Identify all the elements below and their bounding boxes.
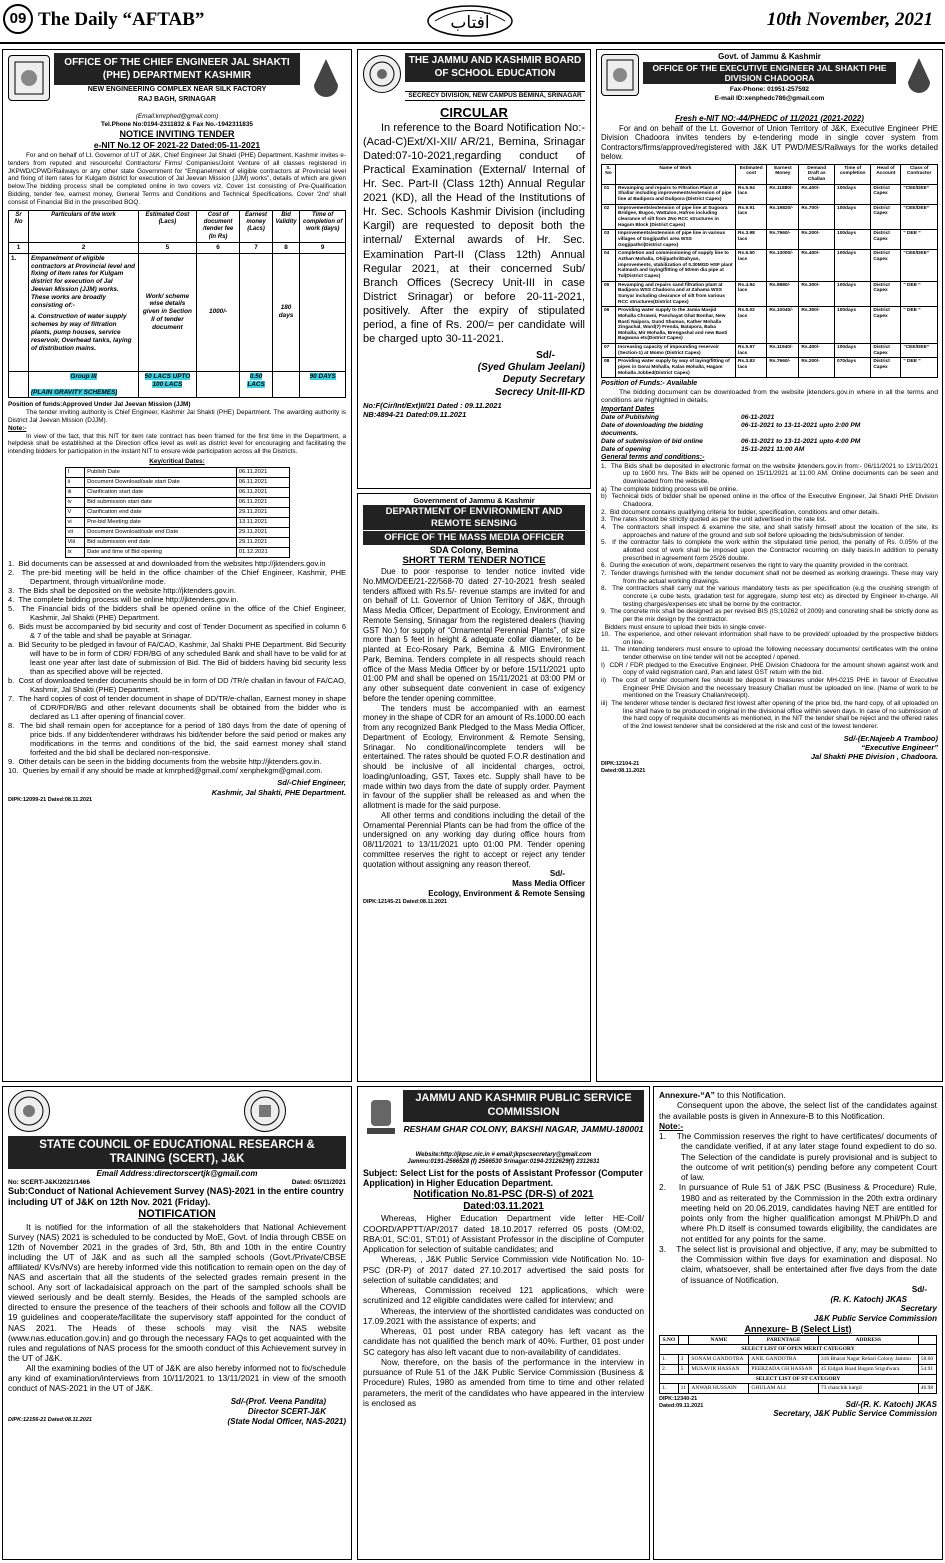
phe-dipk: DIPK:12099-21 Dated:08.11.2021 [8,796,93,803]
phe-condition-item: 9. Other details can be seen in the bidding documents from the website http://jktenders.gov.in. [8,757,322,767]
chadoora-nit: Fresh e-NIT NO:-44/PHEDC of 11/2021 (2021-2022) [675,114,864,123]
annexure-commission: J&K Public Service Commission [813,1314,937,1323]
phe-funds: Position of funds:Approved Under Jal Jeevan Mission (JJM) [8,401,191,409]
key-date-row: ix Date and time of Bid opening 01.12.2021 [65,548,289,558]
env-gov: Government of Jammu & Kashmir [413,496,535,505]
jkpsc-para: Whereas, , J&K Public Service Commission vide Notification No. 10-PSC (DR-P) of 2017 dated 27.10.2017 advertised the said posts for selection of suitable candidates; and [363,1254,644,1285]
masthead-logo [395,4,545,38]
annexure-note-item: 1. The Commission reserves the right to have certificates/ documents of the candidate verified, if at any later stage found expedient to do so. The Selection of the candidate is purely provisional and is subject to the outcome of writ petition(s) pending before any competent Court of law. [659,1131,937,1182]
chadoora-work-row: 06 Providing water supply to the Jamia Masjid Mohalla Chrawni, Panchayat Ghat Bonhar, New Basti Naipora, Gund Shamus, Kather Mohalla Zingachal, Ward(7) Frenda, Batapora, Baba Mohalla, Mir Mohalla, Brengashal and new Basti Bagwana etc(District Capex) Rs.5.02 lacs Rs.10040/- Rs.300/- 100days District Capex “ DEE ” [602,307,938,344]
chadoora-date-row: Date of submission of bid online 06-11-2021 to 13-11-2021 upto 4:00 PM [601,438,861,446]
select-list-th [678,1335,689,1345]
env-office: OFFICE OF THE MASS MEDIA OFFICER [363,531,585,545]
chadoora-term: a) The complete bidding process will be online. [601,485,738,493]
annexure-note-item: 3. The select list is provisional and objective, if any, may be submitted to the Commission within five days for examination and disposal. No claim, whatsoever, shall be entertained after five days from the date of issuance of Notification. [659,1243,938,1285]
jkbose-designation: Deputy Secretary [502,374,585,386]
phe-key-dates-title: Key/critical Dates: [149,458,205,466]
jal-shakti-logo-icon [306,55,346,101]
chadoora-term: Bidders must ensure to upload their bids in single cover- [604,623,767,631]
phe-th-sr: Sr No [9,210,29,242]
chadoora-general-terms: General terms and conditions:- [601,454,705,462]
env-department: DEPARTMENT OF ENVIRONMENT AND REMOTE SENSING [363,505,585,530]
chadoora-intro: For and on behalf of the Lt. Governor of Union Territory of J&K, Executive Engineer PHE Division Chadoora invites tenders by e-tendering mode in single cover system from Contractors/firms/approved/registered with J&K UT PWD/MES/Railways for the works detailed below. [601,123,938,162]
scert-nodal: (State Nodal Officer, NAS-2021) [227,1416,346,1426]
phe-key-dates-table [65,467,290,559]
phe-signature-office: Kashmir, Jal Shakti, PHE Department. [211,787,346,797]
phe-col-num: 2 [29,242,139,253]
phe-group-days: 90 DAYS [309,372,336,380]
phe-col-num: 6 [196,242,240,253]
scert-dipk: DIPK:12156-21 Dated:08.11.2021 [8,1416,92,1423]
phe-email: (Email:kmrphed@gmail.com) [135,113,219,120]
scert-emblem-icon [8,1090,50,1132]
annexure-dipk: DIPK:12340-21 [659,1395,698,1402]
key-date-row: ii Document Download/sale start Date 06.11.2021 [65,477,289,487]
env-para-3: All other terms and conditions including the detail of the Ornamental Perennial Plants can be had from the office of the undersigned on any working day during office hours from 08/11/2021 to 13/11/2021 upto 01:00 PM. Tender opening committee reserves the right to accept or reject any tender quotation without assigning any reason thereof. [363,810,585,869]
scert-para-2: All the examining bodies of the UT of J&K are also hereby informed not to fix/schedule any kind of examination/interviews from 10/11/2021 to 13/11/2021 in view of the smooth conduct of NAS-2021 in the UT of J&K. [8,1362,346,1394]
phe-condition-item: 10. Queries by email if any should be made at kmrphed@gmail.com/ xenphekgm@gmail.com. [8,766,323,776]
jkbose-sd: Sd/- [536,350,555,362]
chadoora-work-row: 02 Improvements/extension of pipe line at Sugoora Bridgee, Bugoo, Wattaloo, Hafroo including clearance of silt from 2No RCC structures in Hagam Block (District Capex) Rs.9.91 lacs Rs.19820/- Rs.700/- 100days District Capex “CEE/DEE” [602,204,938,230]
key-date-row: iii Clarification start date 06.11.2021 [65,487,289,497]
chadoora-term: 5. If the contractor fails to complete the work within the stipulated time period, the penalty of Rs. 0.05% of the allotted cost of work shall be imposed upon the Contractor recurring on daily basis.In addition to penalty prescribed in agreement form 25/26 double. [601,539,938,562]
scert-notification [2,1086,352,1560]
chadoora-bidding-doc: The bidding document can be downloaded from the website jktenders.gov.in where in all the terms and conditions are highlighted in details. [601,388,938,405]
key-date-row: I Publish Date 06.11.2021 [65,467,289,477]
chadoora-work-row: 08 Providing water supply by way of laying/fitting of pipes in Gorai Mohalla, Kalas Mohalla, Hagam Mohalla Jobbed(District Capex) Rs.3.83 lacs Rs.7660/- Rs.200/- 070days District Capex “ DEE ” [602,358,938,378]
jkpsc-para: Whereas, 01 post under RBA category has left vacant as the candidate has not qualified the bench mark of 40%. Further, 01 post under SC category has also left vacant due to non-availability of candidates. [363,1326,644,1357]
chadoora-th: Estimated cost [736,164,767,184]
phe-conditions-list [8,559,346,775]
phe-note-label: Note:- [8,424,27,432]
chadoora-th: S. No [602,164,616,184]
chadoora-th: Head of Account [871,164,901,184]
annexure-sd: Sd/- [911,1284,927,1294]
chadoora-dipk: DIPK:12104-21 [601,761,640,768]
key-date-row: iv Bid submission start date 06.11.2021 [65,498,289,508]
phe-group-cost: 50 LACS UPTO 100 LACS [144,372,191,388]
phe-condition-item: 2. The pre-bid meeting will be held in the office chamber of the Chief Engineer, Kashmir, PHE Department, through virtual/online mode. [8,568,346,587]
chadoora-term: 1. The Bids shall be deposited in electronic format on the website jktenders.gov.in from:- 06/11/2021 to 13/11/2021 up to 1600 hrs. The Bids will be opened on 15/11/2021 at 11:00 AM. Online documents can be seen and downloaded from the website. [601,462,938,486]
chadoora-division: Jal Shakti PHE Division , Chadoora. [810,751,938,761]
select-list-table [659,1335,937,1394]
phe-nit-number: e-NIT No.12 OF 2021-22 Dated:05-11-2021 [93,139,261,150]
chadoora-gov: Govt. of Jammu & Kashmir [718,52,821,61]
scert-email: Email Address:directorscertjk@gmail.com [96,1168,258,1178]
phe-note-paragraph: In view of the fact, that this NIT for item rate contract has been framed for the first time in the Department, a helpdesk shall be established at the Direction office level as well as district level for encouraging and facilitating the intending bidders for participation in the instant NIT to ensure wide participation across all the Districts. [8,432,346,456]
chadoora-th: Time of completion [835,164,871,184]
scert-subject: Sub:Conduct of National Achievement Survey (NAS)-2021 in the entire country including UT of J&K on 12th Nov. 2021 (Friday). [8,1186,344,1208]
chadoora-term: b) Technical bids of bidder shall be opened online in the office of the Executive Engineer, Jal Shakti PHE Division Chadoora. [601,493,938,508]
scert-designation: Director SCERT-J&K [247,1406,326,1416]
jkbose-circular-text: In reference to the Board Notification No:-(Acad-C)Ext/XI-XII/ AR/21, Bemina, Srinagar Dated:07-10-2021,regarding conduct of Practical Examination (External/ Internal of Hr. Sec. Part-II (Class 12th) Annual Regular 2021 (KD), all the Head of the Institutions of Hr. Sec. Schools Kashmir Division (including Kargil) are requested to deposit both the internal/ External awards of Hr. Sec. Examination Part-II (Class 12th) Annual Regular 2021, at their concerned Sub/ Branch Offices (Secrecy Unit-III in case District Srinagar) or before 20-11-2021, positively. After the expiry of stipulated period, a fine of Rs. 200/= per candidate will be charged upto 30-11-2021. [363,121,585,346]
jkpsc-subject: Subject: Select List for the posts of Assistant Professor (Computer Application) in Higher Education Department. [363,1167,643,1189]
annexure-b-title: Annexure- B (Select List) [744,1323,852,1334]
phe-th-work: Particulars of the work [29,210,139,242]
jkpsc-para: Now, therefore, on the basis of the performance in the interview in pursuance of Rule 51 of the J&K Public Service Commission (Business & Procedure) Rules, 1980 as amended from time to time and other related parameters, the merit of the candidates who have appeared in the interview is enclosed as [363,1356,644,1408]
phe-th-time: Time of completion of work (days) [300,210,346,242]
select-list-th: NAME [689,1335,749,1345]
jkpsc-website: Website:http://jkpsc.nic.in # email:jkpscsecretary@gmail.com [415,1152,592,1158]
chadoora-date-row: Date of opening 15-11-2021 11:00 AM [601,446,805,454]
annexure-note-label: Note:- [659,1120,684,1131]
jkbose-nb: NB:4894-21 Dated:09.11.2021 [363,410,467,419]
phe-condition-item: 3. The Bids shall be deposited on the website http://jktenders.gov.in. [8,586,236,596]
jkbose-circular [357,49,591,489]
phe-address-1: NEW ENGINEERING COMPLEX NEAR SILK FACTORY [87,86,267,93]
phe-condition-item: 5. The Financial bids of the bidders shall be opened online in the office of the Chief Engineer, Kashmir, Jal Shakti (PHE) Department. [8,604,347,623]
masthead-text: آفتاب [450,13,490,33]
chadoora-date-row: Date of Publishing 06-11-2021 [601,414,775,422]
select-list-th: S.NO [660,1335,679,1345]
phe-work-table: Sr No Particulars of the work Estimated Cost (Lacs) Cost of document /tender fee (In Rs) Earnest money (Lacs) Bid Validity Time of completion of work (days) 1 2 5 6 7 8 9 1. Empanelment of eligible contractors at Provincial level and fixing of item rates for Kulgam district for execution of Jal Jeevan Mission (JJM) works. These works are broadly consisting of:- a. Construction of water supply schemes by way of filtration plants, pump houses, service reservoir, Overhead tanks, laying of distribution mains. Work/ scheme wise details given in Section II of tender document 1000/- 180 days Group III (PLAIN GRAVITY SCHEMES) 50 LACS UPTO 100 LACS 0.50 LACS 90 DAYS [8,210,346,399]
jkbose-circular-heading: CIRCULAR [440,105,508,120]
phe-condition-item: 4. The complete bidding process will be online http://jktenders.gov.in. [8,595,239,605]
phe-intro-paragraph: For and on behalf of Lt. Governor of UT of J&K, Chief Engineer Jal Shakti (PHE) Department, Kashmir invites e-tenders from reputed and resourceful Contractors/ Firms/ Companies/Joint Venture of all classes registered in JKPWD/CPWD/Railways or any other state Government for “Empanelment of eligible contractors at Provincial level and fixing of item rates for Kulgam district for execution of Jal Jeevan Mission (JJM) works”, details of which are given below.The bidding process shall be completed online in two covers viz. Cover 1st consisting of Pre-Qualification Bidding, tender fee, earnest money, General Terms and Conditions and Technical Specifications. Cover ‘2nd’ shall consist of Financial Bid in the prescribed BOQ. [8,151,346,206]
phe-condition-item: 1. Bid documents can be assessed at and downloaded from the websites http://jktenders.gov.in [8,559,326,569]
phe-condition-item: a. Bid Security to be pledged in favour of FA/CAO, Kashmir, Jal Shakti PHE Department. Bid Security will have to be in form of CDR/ FDR/BG of any scheduled Bank and shall have to be valid for at least one year after last date of submission of Bid. The Bid of bidders having bid security less than as specified above will be rejected. [8,640,346,677]
jal-shakti-logo-icon [900,54,938,96]
chadoora-date-row: Date of downloading the bidding documents. 06-11-2021 to 13-11-2021 upto 2:00 PM [601,422,861,438]
phe-authority: The tender inviting authority is Chief Engineer, Kashmir Jal Shakti (PHE) Department. The awarding authority is District Jal Jeevan Mission (DJJM). [8,409,346,424]
chadoora-th: Class of Contractor [901,164,938,184]
newspaper-name: The Daily “AFTAB” [38,9,205,30]
annexure-a-text: to this Notification. [714,1090,786,1100]
jkpsc-phone: Jammu:0191-2566528 (f) 2566530 Srinagar:0194-2312629(f) 2312631 [407,1159,600,1166]
jkpsc-notification [357,1086,650,1560]
chadoora-dates [601,414,938,454]
annexure-final-designation: Secretary, J&K Public Service Commission [773,1409,937,1419]
ashoka-emblem-icon [363,1092,399,1142]
scert-signatory: Sd/-(Prof. Veena Pandita) [230,1397,326,1407]
env-signatory: Mass Media Officer [512,879,585,889]
select-list-category: SELECT LIST OF ST CATEGORY [660,1374,937,1384]
phe-title: OFFICE OF THE CHIEF ENGINEER JAL SHAKTI (PHE) DEPARTMENT KASHMIR [54,53,300,85]
jkpsc-notification-no: Notification No.81-PSC (DR-S) of 2021 [413,1189,594,1201]
phe-condition-item: 6. Bids must be accompanied by bid security and cost of Tender Document as specified in column 6 & 7 of the table and shall be payable at Srinagar. [8,622,346,641]
select-list-row: 1. 11 ANWAR HUSSAIN GHULAM ALI 73 chanchik kargil 46.98 [660,1384,937,1394]
chadoora-fax: Fax-Phone: 01951-257592 [729,86,810,93]
jkbose-signatory: (Syed Ghulam Jeelani) [477,362,585,374]
env-para-1: Due to poor response to tender notice invited vide No.MMO/DEE/21-22/568-70 dated 27-10-2021 fresh sealed tenders affixed with Rs.5/- revenue stamps are invited for and on behalf of Lt. Governor of Union Territory of J&K, through Mass Media Officer, Department of Ecology, Environment and Remote Sensing, Srinagar from the registered dealers (having GST No.) for supply of “Ornamental Perennial Plants”, of size more than 5 feet in height & adequate collar diameter, to be planted at Eco-Rosary Park, Bemina & MIG Environment Park, Bemina. Tenders complete in all respects should reach office of the Mass Media Officer by or before 15/11/2021 upto 01:00 PM and shall be opened on 15/11/2021 at 03:00 PM or any other subsequent date convenient in case of exigency before the tender opening committee. [363,567,585,703]
env-sd: Sd/- [549,869,565,879]
publication-date: 10th November, 2021 [766,9,933,30]
annexure-a-ref: Annexure-“A” [659,1090,715,1100]
page-number: 09 [3,4,33,34]
phe-group-scheme: (PLAIN GRAVITY SCHEMES) [31,388,118,396]
chadoora-term: ii) The cost of tender document fee should be deposit in treasures under MH-0215 PHE in favour of Executive Engineer PHE Division and the necessary treasury Challan must be uploaded on line. (Name of work to be mentioned on the Treasury Challan/receipt). [601,677,938,700]
env-para-2: The tenders must be accompanied with an earnest money in the shape of CDR for an amount of Rs.1000.00 each from any recognized Bank Pledged to the Mass Media Officer, Department of Ecology, Environment & Remote Sensing, Srinagar. No conditional/incomplete tenders will be entertained. The rates should be quoted F.O.R destination and should be inclusive of all incidental charges, octroi, loading/unloading, GST, Taxes etc. Supply shall have to be made within two days from the date of supply order. Payment in favour of the supplier shall be released as and when the allotment is made for the said purpose. [363,703,585,811]
key-date-row: Viii Bid submission end date 29.11.2021 [65,538,289,548]
annexure-final-signatory: Sd/-(R. K. Katoch) JKAS [845,1399,937,1409]
chadoora-term: 2. Bid document contains qualifying criteria for bidder, specification, conditions and other details. [601,508,880,516]
select-list-th [918,1335,936,1345]
chadoora-term: 4. The contractors shall inspect & examine the site, and shall satisfy himself about the location of the site, its approaches and nature of the ground and sub soil before uploading the bids/submission of tender. [601,523,938,539]
scert-notification-heading: NOTIFICATION [138,1208,216,1221]
phe-work-sub: a. Construction of water supply schemes by way of filtration plants, pump houses, service reservoir, Overhead tanks, laying of distribution mains. [31,313,132,352]
env-department-sign: Ecology, Environment & Remote Sensing [428,888,585,898]
select-list-category: SELECT LIST OF OPEN MERIT CATEGORY [660,1345,937,1355]
phe-signature: Sd/-Chief Engineer, [277,778,346,788]
chadoora-term: 10. The experience, and other relevant information shall have to be provided/ uploaded by the prospective bidders on line. [601,631,938,646]
chadoora-term: 7. Tender drawings furnished with the tender document shall not be deemed as working drawings. These may vary from the actual working drawings. [601,569,938,585]
jkpsc-title: JAMMU AND KASHMIR PUBLIC SERVICE COMMISSION [403,1090,644,1122]
scert-logo-icon [244,1090,286,1132]
phe-col-num: 1 [9,242,29,253]
phe-fee: 1000/- [196,253,240,371]
phe-notice-heading: NOTICE INVITING TENDER [119,128,235,139]
chadoora-term: 9. The concrete mix shall be designed as per revised BIS (IS;10262 of 2009) and concreting shall be strictly done as per the mix design by the contractor. [601,608,938,623]
annexure-note-item: 2. In pursuance of Rule 51 of J&K PSC (Business & Procedure) Rule, 1980 and as reiterated by the Commission in the 20th extra ordinary meeting held on 20.06.2019, candidates having NET are entitled for points only from the higher qualification amongst M.Phil/Ph.D and where Ph.D itself is consumed towards eligibility, the candidates are not entitled for any points for the same. [659,1182,937,1244]
jkbose-address: SECRECY DIVISION, NEW CAMPUS BEMINA, SRINAGAR [405,91,585,101]
jkbose-title: THE JAMMU AND KASHMIR BOARD OF SCHOOL EDUCATION [405,53,585,82]
chadoora-dipk-date: Dated:08.11.2021 [601,767,646,774]
chadoora-term: 6. During the execution of work, department reserves the right to vary the quantity provided in the contract. [601,562,909,570]
chadoora-th: Demand Draft as Challan [799,164,835,184]
scert-title: STATE COUNCIL OF EDUCATIONAL RESEARCH & TRAINING (SCERT), J&K [8,1136,346,1169]
chadoora-works-table [601,164,938,379]
phe-th-cost: Estimated Cost (Lacs) [139,210,197,242]
annexure-select-list-para: Consequent upon the above, the select list of the candidates against the available posts is given in Annexure-B to this Notification. [659,1100,937,1121]
chadoora-work-row: 03 Improvements/extension of pipe line in various villages of Gogjipathri area WSS Gogjipathri(District capex) Rs.3.98 lacs Rs.7960/- Rs.200/- 100days District Capex “ DEE ” [602,230,938,250]
jk-emblem-icon [601,54,639,96]
phe-condition-item: 7. The hard copies of cost of tender document in shape of DD/TR/e-challan, Earnest money in shape of CDR/FDR/BG and other relevant documents shall be obtained from the bidder who is declared as L1 after opening of financial cover. [8,694,347,722]
chadoora-term: 11. The intending tenderers must ensure to upload the following necessary documents/ certificates with the online tender otherwise on line tender will not be accepted / opened. [601,646,938,662]
chadoora-work-row: 07 Increasing capacity of impounding reservoir (Section-1) at Momo (District Capex) Rs.5.97 lacs Rs.11940/- Rs.400/- 100days District Capex “CEE/DEE” [602,344,938,358]
scert-ref-date: Dated: 05/11/2021 [291,1178,346,1186]
phe-address-2: RAJ BAGH, SRINAGAR [138,96,216,103]
phe-col-num: 9 [300,242,346,253]
scert-ref-no: No: SCERT-J&K/2021/1466 [8,1178,91,1186]
chadoora-work-row: 01 Revamping and repairs to Filtration Plant at Shallar including improvements/extension of pipe line at Badipora and Dulipora (District Capex) Rs.5.94 lacs Rs.11880/- Rs.400/- 100days District Capex “CEE/DEE” [602,184,938,204]
annexure-signatory: (R. K. Katoch) JKAS [830,1294,907,1304]
select-list-row: 1. 3 SONAM GANDOTRA ANIL GANDOTRA 316 Bharat Nagar Rehari Colony Jammu 58.60 [660,1355,937,1365]
jkpsc-para: Whereas, Higher Education Department vide letter HE-Coll/ COORD/APPTT/AP/2017 dated 18.10.2017 referred 05 posts (OM:02, RBA:01, SC:01, ST:01) of Assistant Professor in the discipline of Computer Application for selection of suitable candidates; and [363,1213,644,1255]
phe-th-earnest: Earnest money (Lacs) [240,210,272,242]
chadoora-th: Name of Work [616,164,736,184]
chadoora-term: 3. The rates should be strictly quoted as per the unit advertised in the rate list. [601,516,827,524]
annexure-notes [659,1131,937,1285]
jkpsc-para: Whereas, Commission received 121 applications, which were scrutinized and 12 eligible candidates were called for interview; and [363,1285,644,1306]
environment-tender-notice [357,493,591,1082]
phe-th-validity: Bid Validity [272,210,300,242]
jkbose-ref-no: No:F(Cir/Int/Ext)II/21 Dated : 09.11.2021 [363,400,502,410]
chadoora-important-dates: Important Dates [601,405,655,413]
chadoora-term: 8. The contractors shall carry out the various mandatory tests as per specification (e,g the crushing strength of concrete i,e cube tests, gradation test for aggregate, slump test etc) as directed by Engineer In-charge. All testing charges/expenses etc shall be borne by the contractor. [601,585,938,608]
phe-col-num: 5 [139,242,197,253]
jkpsc-address: RESHAM GHAR COLONY, BAKSHI NAGAR, JAMMU-180001 [403,1124,644,1134]
annexure-dipk-date: Dated:09.11.2021 [659,1402,704,1409]
jkpsc-para: Whereas, the interview of the shortlisted candidates was conducted on 17.09.2021 with the assistance of experts; and [363,1305,644,1326]
masthead-emblem-icon [395,4,545,38]
phe-th-fee: Cost of document /tender fee (In Rs) [196,210,240,242]
phe-work-desc: Empanelment of eligible contractors at Provincial level and fixing of item rates for Kulgam district for execution of Jal Jeevan Mission (JJM) works. These works are broadly consisting of:- [31,254,136,309]
chadoora-designation: “Executive Engineer” [861,742,938,752]
phe-kashmir-tender-notice [2,49,352,1082]
chadoora-email: E-mail ID:xenphedc786@gmail.com [714,95,825,102]
phe-validity: 180 days [272,253,300,371]
phe-phone: Tel.Phone No:0194-2311832 & Fax No.-1942311835 [101,120,253,128]
env-notice-title: SHORT TERM TENDER NOTICE [402,555,546,567]
select-list-th: PARENTAGE [749,1335,818,1345]
phe-group: Group III [70,372,97,380]
jkpsc-annexure [653,1086,943,1560]
phe-col-num: 7 [240,242,272,253]
chadoora-work-row: 05 Revamping and repairs sand filtration plant at Badipora WSS Chadoora and at Zahama WSS Sunyar including clearance of silt from various RCC structures(District Capex) Rs.4.94 lacs Rs.9880/- Rs.300/- 100days District Capex “ DEE ” [602,281,938,307]
chadoora-term: iii) The tenderer whose tender is declared first lowest after opening of the price bid, the hard copy, of all uploaded on line shall have to be produced in original in the divisional office within seven days. In case of no submission of the hard copy of requisite documents as mentioned, in the NIT the tender shall be reject and the offered rates of the 2nd lowest tenderer shall be considered at the risk and cost of the lowest tenderer. [601,700,938,731]
jkbose-unit: Secrecy Unit-III-KD [494,386,585,398]
phe-condition-item: 8. The bid shall remain open for acceptance for a period of 180 days from the date of opening of price bids. If any bidder/tenderer withdraws his bid/tender before the said period or makes any modifications in the terms and conditions of the bid, the said earnest money shall stand forfeited and the bid shall be declared non-responsive. [8,721,346,758]
chadoora-signatory: Sd/-(Er.Najeeb A Tramboo) [843,733,938,743]
jk-emblem-icon [8,55,50,101]
jkpsc-notification-date: Dated:03.11.2021 [463,1201,544,1213]
env-address: SDA Colony, Bemina [429,544,519,555]
phe-cost-details: Work/ scheme wise details given in Section II of tender document [139,253,197,371]
phe-group-earnest: 0.50 LACS [247,372,265,388]
jkbose-logo-icon [363,55,401,93]
key-date-row: V Clarification end date 29.11.2021 [65,508,289,518]
scert-para-1: It is notified for the information of all the stakeholders that National Achievement Survey (NAS) 2021 is scheduled to be conducted by MoE, Govt. of India through CBSE on 12th of November 2021 in the grades of 3rd, 5th, 8th and 10th in the entire Country including the UT of J&K and as such all the sampled schools (Govt./Private/CBSE affiliated/ KVs/NVs) are hereby informed vide this notification to remain open on the day of NAS and ascertain that all the students of the selected grades remain present in the school. Any sort of lackadaisical approach on the part of the sampled schools shall be viewed seriously and be dealt sternly. Besides, the Heads of the sampled schools are directed to ensure the presence of the teachers of their schools and follow all the COVID 19 guidelines and cooperate/facilitate the supervisory staff appointed for the conduct of NAS 2021. The Heads of these schools may visit the NAS website (www.nas.education.gov.in) and go through the necessary FAQs to get acquainted with the rules and regulations of NAS process for the smooth conduct of this Achievement survey in the UT of J&K. [8,1221,346,1363]
chadoora-term: I) CDR / FDR pledged to the Executive Engineer, PHE Division Chadoora for the amount shown against work and copy of valid registration card, Pan and latest GST return with the bid. [601,661,938,677]
env-dipk: DIPK:12145-21 Dated:08.11.2021 [363,898,448,905]
chadoora-work-row: 04 Completion and commissioning of supply line to Azthan Mohalla, Ohijipathri/Dahyan, improvements, stabilization of 0.30MGD HSF plant Kalmash and laying/fitting of 50mm dia pipe at Tul(District Capex) Rs.6.50 lacs Rs.13000/- Rs.400/- 100days District Capex “CEE/DEE” [602,250,938,281]
chadoora-terms-list [601,463,938,731]
key-date-row: vi Pre-bid Meeting date 13.11.2021 [65,518,289,528]
key-date-row: vii Document Download/sale end Date 29.11.2021 [65,528,289,538]
phe-col-num: 8 [272,242,300,253]
chadoora-funds: Position of Funds:- Available [601,380,698,388]
select-list-th: ADDRESS [818,1335,918,1345]
chadoora-title: OFFICE OF THE EXECUTIVE ENGINEER JAL SHAKTI PHE DIVISION CHADOORA [643,62,896,84]
chadoora-tender-notice [596,49,943,1082]
annexure-designation: Secretary [900,1304,937,1314]
phe-condition-item: b. Cost of downloaded tender documents should be in form of DD /TR/e challan in favour of FA/CAO, Kashmir, Jal Shakti (PHE) Department. [8,676,346,695]
newspaper-header [0,0,945,44]
chadoora-th: Earnest Money [767,164,799,184]
select-list-row: 2. 5 MUSAVIR HASSAN PEERZADA GH HASSAN 45 Eidgah Road Bugam Srigufwara 54.91 [660,1364,937,1374]
